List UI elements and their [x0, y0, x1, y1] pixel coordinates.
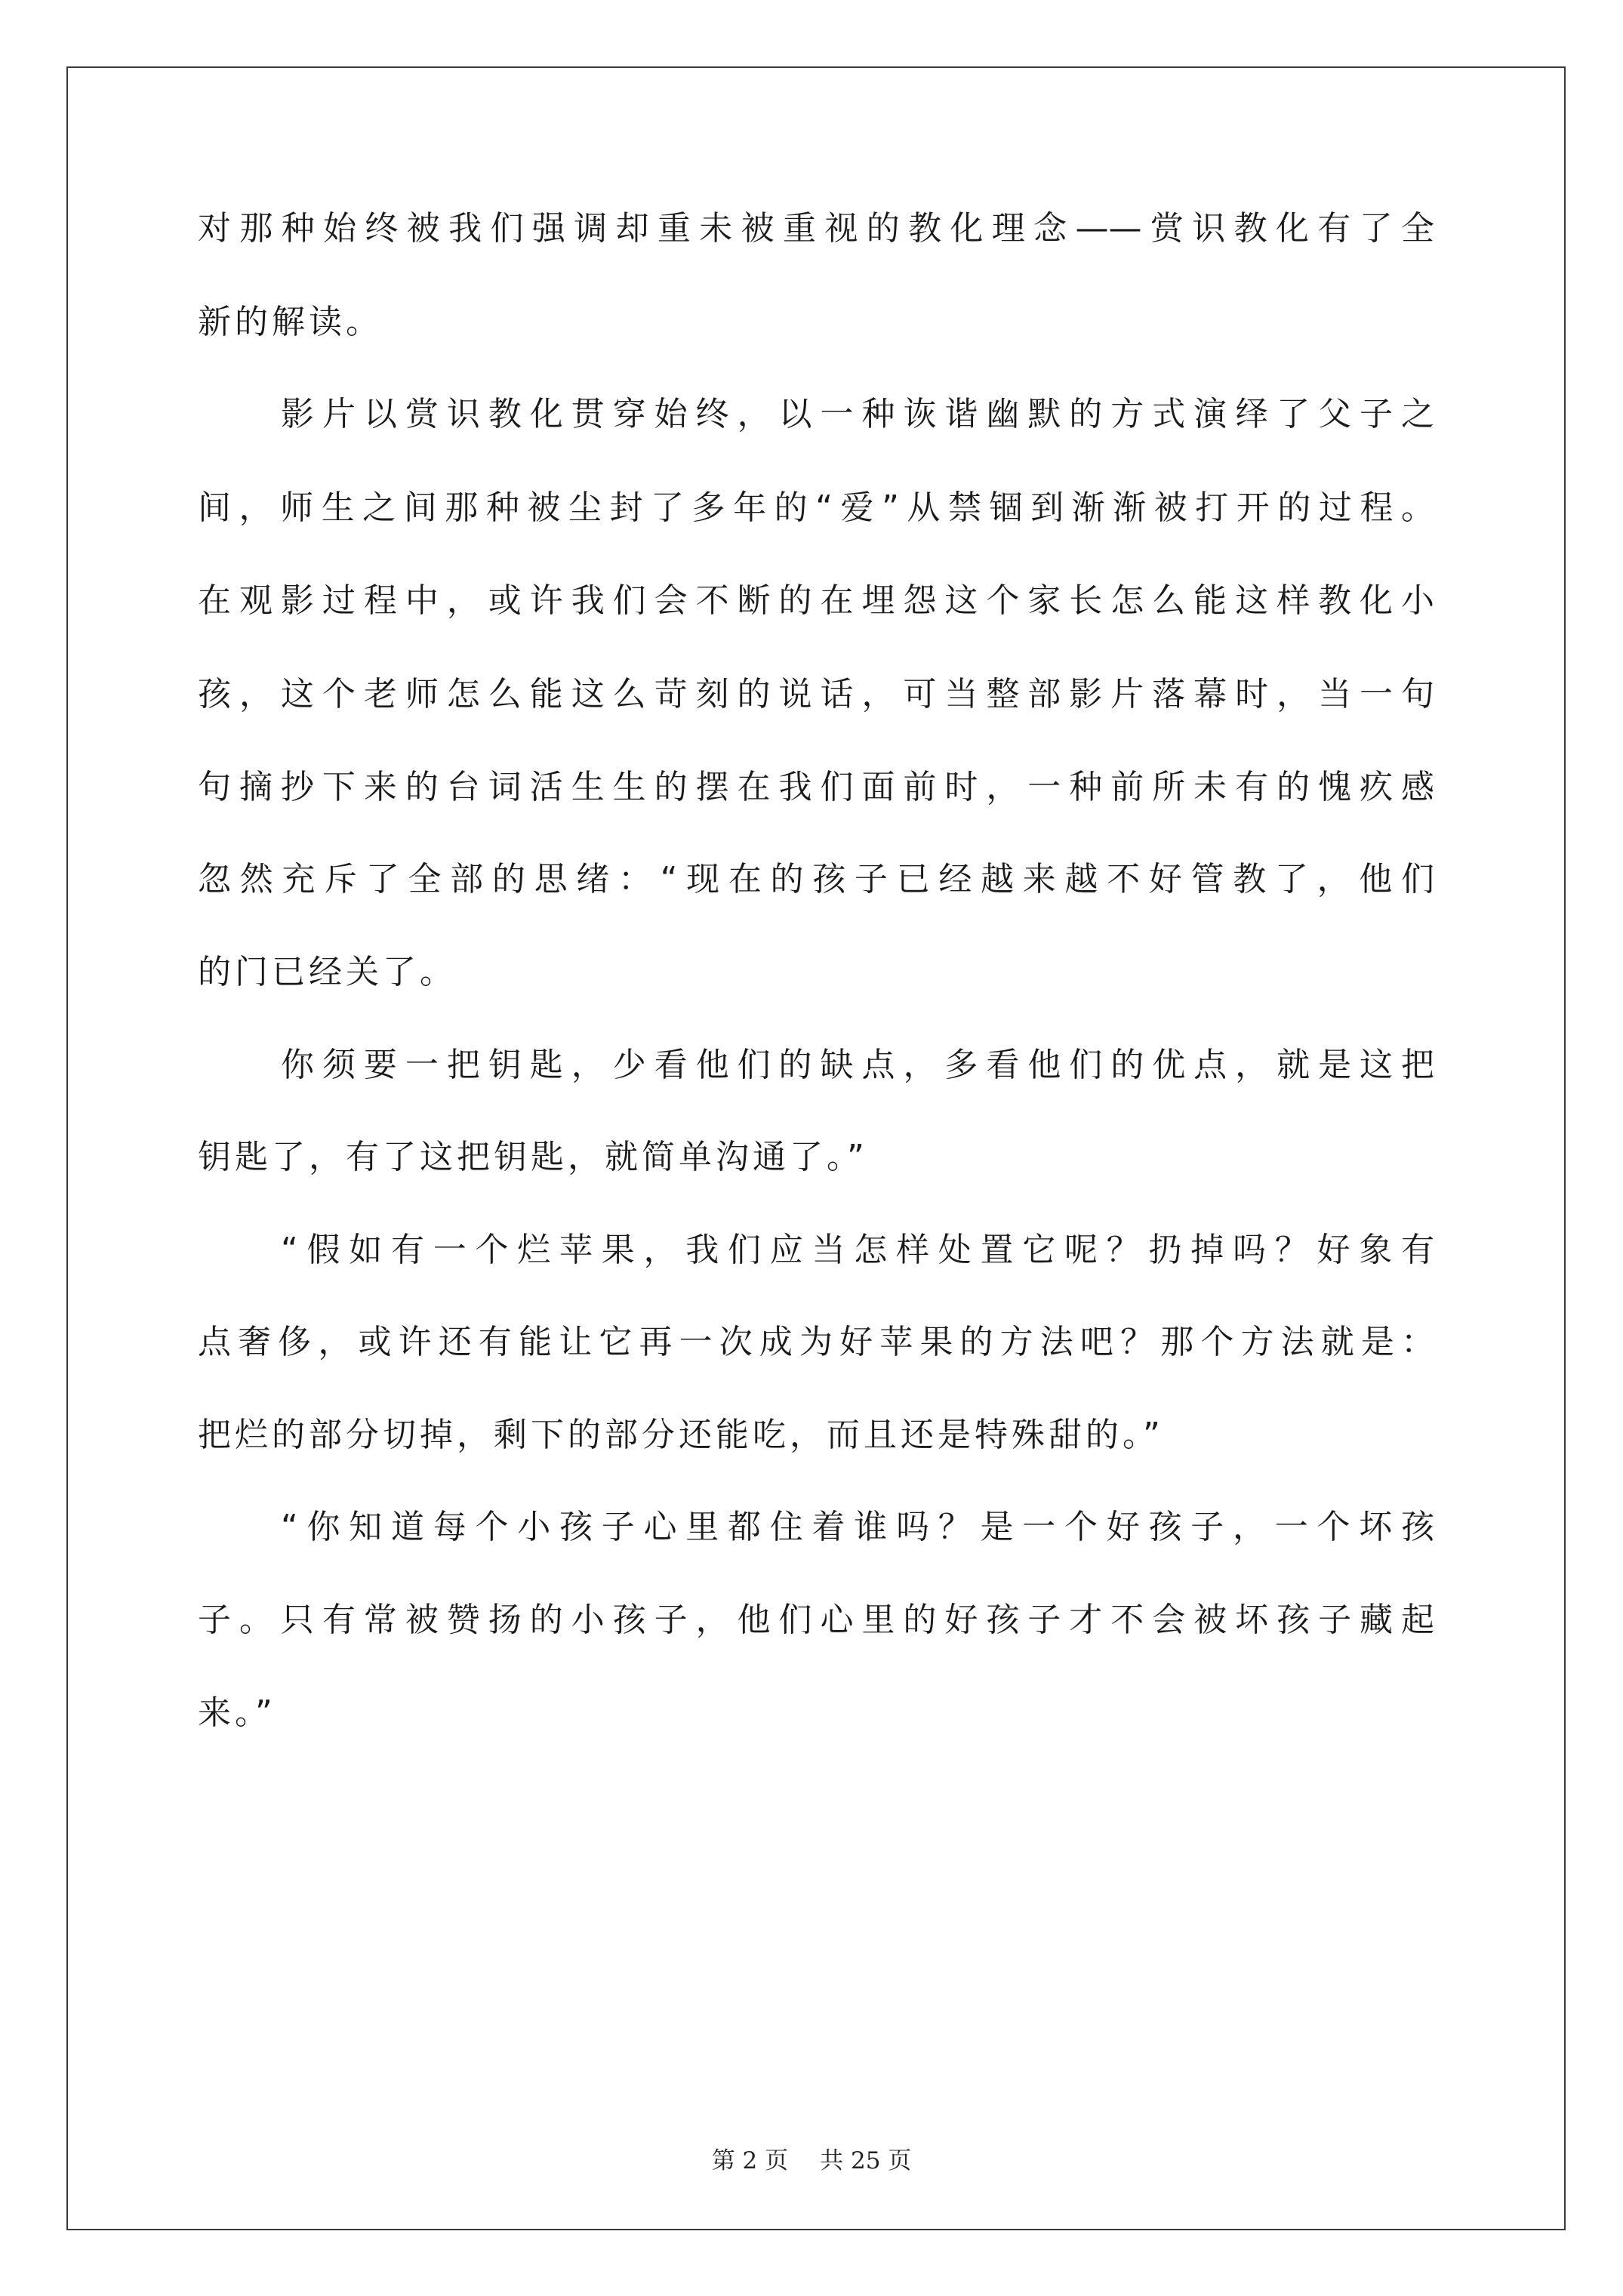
text-line: 新的解读。: [198, 303, 383, 341]
text-line: 影片以赏识教化贯穿始终，以一种诙谐幽默的方式演绎了父子之: [281, 395, 1434, 433]
text-line: 子。只有常被赞扬的小孩子，他们心里的好孩子才不会被坏孩子藏起: [198, 1601, 1434, 1639]
page-total: 共 25 页: [820, 2147, 912, 2174]
text-line: “假如有一个烂苹果，我们应当怎样处置它呢？扔掉吗？好象有: [281, 1231, 1434, 1269]
text-line: 对那种始终被我们强调却重未被重视的教化理念——赏识教化有了全: [198, 209, 1434, 248]
text-line: “你知道每个小孩子心里都住着谁吗？是一个好孩子，一个坏孩: [281, 1508, 1434, 1546]
page-footer: [0, 2146, 1623, 2176]
text-line: 句摘抄下来的台词活生生的摆在我们面前时，一种前所未有的愧疚感: [198, 768, 1434, 806]
text-line: 孩，这个老师怎么能这么苛刻的说话，可当整部影片落幕时，当一句: [198, 675, 1434, 713]
page-number: 第 2 页: [711, 2147, 789, 2174]
text-line: 来。”: [198, 1693, 276, 1732]
text-line: 点奢侈，或许还有能让它再一次成为好苹果的方法吧？那个方法就是：: [198, 1323, 1434, 1361]
text-line: 在观影过程中，或许我们会不断的在埋怨这个家长怎么能这样教化小: [198, 581, 1434, 620]
text-line: 你须要一把钥匙，少看他们的缺点，多看他们的优点，就是这把: [281, 1046, 1434, 1084]
text-line: 把烂的部分切掉，剩下的部分还能吃，而且还是特殊甜的。”: [198, 1416, 1164, 1454]
text-line: 忽然充斥了全部的思绪：“现在的孩子已经越来越不好管教了，他们: [198, 860, 1434, 898]
text-line: 钥匙了，有了这把钥匙，就简单沟通了。”: [198, 1138, 868, 1176]
text-line: 间，师生之间那种被尘封了多年的“爱”从禁锢到渐渐被打开的过程。: [198, 488, 1434, 527]
text-line: 的门已经关了。: [198, 953, 457, 991]
